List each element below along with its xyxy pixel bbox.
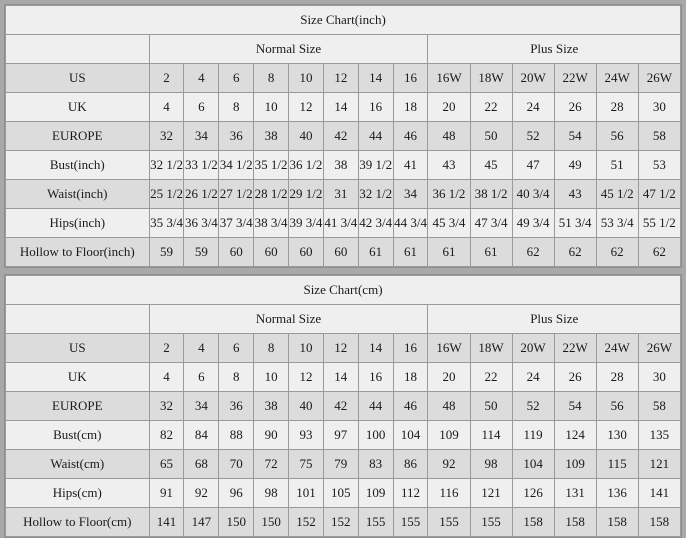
cell: 79 (323, 450, 358, 479)
cell: 54 (554, 122, 596, 151)
cell: 121 (638, 450, 680, 479)
cell: 52 (512, 392, 554, 421)
cell: 36 (219, 122, 254, 151)
cell: 158 (596, 508, 638, 537)
row-label: Waist(cm) (6, 450, 150, 479)
table-row (6, 334, 681, 363)
cell: 42 (323, 392, 358, 421)
cell: 124 (554, 421, 596, 450)
cell: 91 (149, 479, 184, 508)
cell: 48 (428, 392, 470, 421)
cell: 4 (184, 64, 219, 93)
cell: 16 (393, 334, 428, 363)
table-row (6, 508, 681, 537)
cell: 32 1/2 (149, 151, 184, 180)
cell: 62 (638, 238, 680, 267)
cell: 83 (358, 450, 393, 479)
cell: 51 3/4 (554, 209, 596, 238)
table-row (6, 363, 681, 392)
cell: 114 (470, 421, 512, 450)
cell: 38 3/4 (254, 209, 289, 238)
cell: 10 (254, 93, 289, 122)
cell: 152 (289, 508, 324, 537)
cell: 4 (184, 334, 219, 363)
cell: 93 (289, 421, 324, 450)
cell: 18 (393, 93, 428, 122)
cell: 4 (149, 93, 184, 122)
cell: 12 (289, 363, 324, 392)
cell: 38 (254, 122, 289, 151)
cell: 12 (323, 334, 358, 363)
cell: 45 1/2 (596, 180, 638, 209)
table-row (6, 209, 681, 238)
cell: 119 (512, 421, 554, 450)
cell: 29 1/2 (289, 180, 324, 209)
cell: 155 (470, 508, 512, 537)
cell: 121 (470, 479, 512, 508)
cell: 24W (596, 64, 638, 93)
table-row (6, 151, 681, 180)
table-row (6, 64, 681, 93)
row-label: Waist(inch) (6, 180, 150, 209)
cell: 47 3/4 (470, 209, 512, 238)
cell: 26 (554, 363, 596, 392)
cell: 33 1/2 (184, 151, 219, 180)
cell: 4 (149, 363, 184, 392)
size-chart-cm-table (5, 275, 681, 537)
cell: 60 (323, 238, 358, 267)
cell: 150 (219, 508, 254, 537)
cell: 12 (289, 93, 324, 122)
cell: 98 (470, 450, 512, 479)
cell: 44 (358, 122, 393, 151)
cell: 26W (638, 64, 680, 93)
cell: 47 1/2 (638, 180, 680, 209)
cell: 47 (512, 151, 554, 180)
cell: 34 1/2 (219, 151, 254, 180)
cell: 22W (554, 64, 596, 93)
cell: 53 (638, 151, 680, 180)
cell: 16 (393, 64, 428, 93)
cell: 8 (219, 363, 254, 392)
corner-cell (6, 35, 150, 64)
cell: 20 (428, 93, 470, 122)
cell: 112 (393, 479, 428, 508)
cell: 52 (512, 122, 554, 151)
group-header-normal: Normal Size (149, 35, 428, 64)
cell: 104 (512, 450, 554, 479)
cell: 24W (596, 334, 638, 363)
cell: 8 (254, 64, 289, 93)
cell: 41 3/4 (323, 209, 358, 238)
cell: 24 (512, 93, 554, 122)
cell: 24 (512, 363, 554, 392)
cell: 35 3/4 (149, 209, 184, 238)
cell: 60 (254, 238, 289, 267)
cell: 10 (289, 64, 324, 93)
cell: 14 (323, 93, 358, 122)
cell: 14 (323, 363, 358, 392)
cell: 62 (554, 238, 596, 267)
table-row (6, 392, 681, 421)
cell: 20W (512, 334, 554, 363)
cell: 6 (219, 334, 254, 363)
cell: 152 (323, 508, 358, 537)
cell: 109 (358, 479, 393, 508)
cell: 58 (638, 122, 680, 151)
cell: 38 (254, 392, 289, 421)
cell: 26 1/2 (184, 180, 219, 209)
cell: 44 3/4 (393, 209, 428, 238)
cell: 43 (554, 180, 596, 209)
cell: 86 (393, 450, 428, 479)
cell: 6 (184, 363, 219, 392)
cell: 34 (184, 122, 219, 151)
cell: 100 (358, 421, 393, 450)
cell: 115 (596, 450, 638, 479)
table-row (6, 450, 681, 479)
cell: 32 (149, 122, 184, 151)
cell: 84 (184, 421, 219, 450)
cell: 158 (638, 508, 680, 537)
cell: 141 (638, 479, 680, 508)
cell: 39 1/2 (358, 151, 393, 180)
cell: 16 (358, 363, 393, 392)
cell: 36 1/2 (289, 151, 324, 180)
table-row (6, 238, 681, 267)
cell: 43 (428, 151, 470, 180)
cell: 2 (149, 334, 184, 363)
cell: 31 (323, 180, 358, 209)
row-label: Hollow to Floor(cm) (6, 508, 150, 537)
table-row (6, 122, 681, 151)
cell: 155 (428, 508, 470, 537)
size-chart-inch (4, 4, 682, 268)
cell: 35 1/2 (254, 151, 289, 180)
cell: 116 (428, 479, 470, 508)
row-label: Bust(inch) (6, 151, 150, 180)
cell: 105 (323, 479, 358, 508)
cell: 6 (219, 64, 254, 93)
cell: 54 (554, 392, 596, 421)
cell: 41 (393, 151, 428, 180)
cell: 50 (470, 392, 512, 421)
cell: 42 (323, 122, 358, 151)
cell: 27 1/2 (219, 180, 254, 209)
cell: 36 (219, 392, 254, 421)
cell: 96 (219, 479, 254, 508)
cell: 16W (428, 334, 470, 363)
cell: 97 (323, 421, 358, 450)
cell: 20W (512, 64, 554, 93)
cell: 14 (358, 334, 393, 363)
cell: 92 (184, 479, 219, 508)
cell: 28 1/2 (254, 180, 289, 209)
cell: 46 (393, 392, 428, 421)
group-header-plus: Plus Size (428, 305, 681, 334)
cell: 58 (638, 392, 680, 421)
cell: 34 (184, 392, 219, 421)
corner-cell (6, 305, 150, 334)
cell: 18W (470, 64, 512, 93)
chart-title-row (6, 6, 681, 35)
cell: 36 1/2 (428, 180, 470, 209)
group-header-normal: Normal Size (149, 305, 428, 334)
group-header-row (6, 35, 681, 64)
cell: 59 (184, 238, 219, 267)
cell: 56 (596, 122, 638, 151)
cell: 131 (554, 479, 596, 508)
row-label: US (6, 334, 150, 363)
table-row (6, 93, 681, 122)
cell: 40 (289, 392, 324, 421)
cell: 70 (219, 450, 254, 479)
cell: 16 (358, 93, 393, 122)
cell: 130 (596, 421, 638, 450)
cell: 50 (470, 122, 512, 151)
cell: 22 (470, 93, 512, 122)
cell: 92 (428, 450, 470, 479)
row-label: UK (6, 363, 150, 392)
cell: 28 (596, 363, 638, 392)
cell: 49 3/4 (512, 209, 554, 238)
chart-title-row (6, 276, 681, 305)
cell: 22 (470, 363, 512, 392)
cell: 141 (149, 508, 184, 537)
cell: 61 (358, 238, 393, 267)
row-label: EUROPE (6, 392, 150, 421)
row-label: Hips(inch) (6, 209, 150, 238)
cell: 40 3/4 (512, 180, 554, 209)
cell: 32 1/2 (358, 180, 393, 209)
cell: 53 3/4 (596, 209, 638, 238)
cell: 98 (254, 479, 289, 508)
cell: 158 (512, 508, 554, 537)
cell: 136 (596, 479, 638, 508)
cell: 34 (393, 180, 428, 209)
cell: 25 1/2 (149, 180, 184, 209)
cell: 135 (638, 421, 680, 450)
cell: 60 (289, 238, 324, 267)
cell: 20 (428, 363, 470, 392)
cell: 40 (289, 122, 324, 151)
cell: 150 (254, 508, 289, 537)
cell: 68 (184, 450, 219, 479)
cell: 61 (470, 238, 512, 267)
table-row (6, 180, 681, 209)
cell: 44 (358, 392, 393, 421)
cell: 109 (554, 450, 596, 479)
cell: 8 (219, 93, 254, 122)
row-label: Hips(cm) (6, 479, 150, 508)
cell: 37 3/4 (219, 209, 254, 238)
cell: 28 (596, 93, 638, 122)
cell: 109 (428, 421, 470, 450)
row-label: Hollow to Floor(inch) (6, 238, 150, 267)
cell: 56 (596, 392, 638, 421)
cell: 6 (184, 93, 219, 122)
row-label: US (6, 64, 150, 93)
cell: 158 (554, 508, 596, 537)
cell: 104 (393, 421, 428, 450)
cell: 155 (358, 508, 393, 537)
table-row (6, 479, 681, 508)
cell: 48 (428, 122, 470, 151)
cell: 62 (596, 238, 638, 267)
size-chart-inch-table (5, 5, 681, 267)
cell: 155 (393, 508, 428, 537)
cell: 38 1/2 (470, 180, 512, 209)
cell: 8 (254, 334, 289, 363)
cell: 126 (512, 479, 554, 508)
cell: 42 3/4 (358, 209, 393, 238)
cell: 62 (512, 238, 554, 267)
size-chart-cm (4, 274, 682, 538)
cell: 32 (149, 392, 184, 421)
cell: 75 (289, 450, 324, 479)
cell: 60 (219, 238, 254, 267)
cell: 61 (393, 238, 428, 267)
cell: 61 (428, 238, 470, 267)
cell: 18W (470, 334, 512, 363)
cell: 2 (149, 64, 184, 93)
cell: 36 3/4 (184, 209, 219, 238)
cell: 30 (638, 93, 680, 122)
cell: 72 (254, 450, 289, 479)
cell: 16W (428, 64, 470, 93)
cell: 65 (149, 450, 184, 479)
cell: 10 (254, 363, 289, 392)
cell: 26W (638, 334, 680, 363)
cell: 26 (554, 93, 596, 122)
cell: 45 (470, 151, 512, 180)
cell: 14 (358, 64, 393, 93)
cell: 90 (254, 421, 289, 450)
chart-title: Size Chart(cm) (6, 276, 681, 305)
table-row (6, 421, 681, 450)
row-label: EUROPE (6, 122, 150, 151)
cell: 88 (219, 421, 254, 450)
group-header-plus: Plus Size (428, 35, 681, 64)
chart-title: Size Chart(inch) (6, 6, 681, 35)
cell: 18 (393, 363, 428, 392)
cell: 39 3/4 (289, 209, 324, 238)
cell: 101 (289, 479, 324, 508)
cell: 82 (149, 421, 184, 450)
row-label: Bust(cm) (6, 421, 150, 450)
cell: 45 3/4 (428, 209, 470, 238)
cell: 49 (554, 151, 596, 180)
row-label: UK (6, 93, 150, 122)
cell: 59 (149, 238, 184, 267)
cell: 38 (323, 151, 358, 180)
cell: 51 (596, 151, 638, 180)
cell: 22W (554, 334, 596, 363)
group-header-row (6, 305, 681, 334)
cell: 46 (393, 122, 428, 151)
cell: 30 (638, 363, 680, 392)
cell: 12 (323, 64, 358, 93)
cell: 147 (184, 508, 219, 537)
cell: 55 1/2 (638, 209, 680, 238)
cell: 10 (289, 334, 324, 363)
